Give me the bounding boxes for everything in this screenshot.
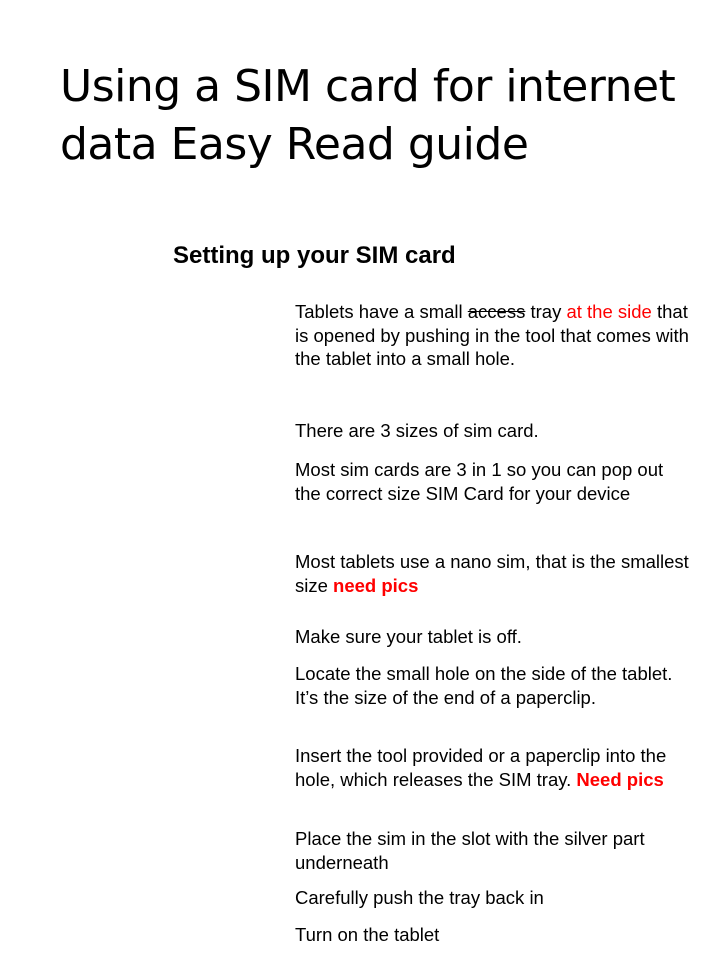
note-text: need pics bbox=[333, 574, 419, 596]
paragraph-push-tray bbox=[295, 886, 544, 910]
highlighted-text: at the side bbox=[566, 301, 652, 322]
paragraph-text: Locate the small hole on the side of the tablet. It’s the size of the end of a paperclip. bbox=[295, 663, 673, 708]
paragraph-text: Insert the tool provided or a paperclip into the hole, which releases the SIM tray. bbox=[295, 745, 667, 790]
paragraph-text: There are 3 sizes of sim card. bbox=[295, 420, 539, 441]
paragraph-text: tray bbox=[525, 301, 567, 322]
paragraph-text: Most tablets use a nano sim, that is the smallest size bbox=[295, 551, 689, 596]
paragraph-text: Most sim cards are 3 in 1 so you can pop out the correct size SIM Card for your device bbox=[295, 459, 664, 504]
paragraph-text: Tablets have a small bbox=[295, 301, 468, 322]
paragraph-text: Make sure your tablet is off. bbox=[295, 626, 522, 647]
slide-title: Using a SIM card for internet data Easy Read guide bbox=[60, 61, 676, 170]
paragraph-sim-sizes bbox=[295, 419, 539, 443]
paragraph-text: Turn on the tablet bbox=[295, 924, 440, 945]
paragraph-turn-on bbox=[295, 923, 439, 947]
paragraph-insert-tool bbox=[295, 744, 690, 791]
paragraph-nano-sim bbox=[295, 550, 690, 597]
note-text: Need pics bbox=[576, 768, 664, 790]
slide-subtitle: Setting up your SIM card bbox=[173, 242, 456, 269]
paragraph-access-tray bbox=[295, 300, 690, 371]
paragraph-text: that is opened by pushing in the tool that comes with the tablet into a small hole. bbox=[295, 301, 689, 369]
paragraph-tablet-off bbox=[295, 625, 522, 649]
paragraph-text: Place the sim in the slot with the silver part underneath bbox=[295, 828, 645, 873]
paragraph-locate-hole bbox=[295, 662, 690, 709]
paragraph-place-sim bbox=[295, 827, 690, 874]
paragraph-three-in-one bbox=[295, 458, 690, 505]
struck-text: access bbox=[467, 301, 526, 322]
paragraph-text: Carefully push the tray back in bbox=[295, 887, 544, 908]
